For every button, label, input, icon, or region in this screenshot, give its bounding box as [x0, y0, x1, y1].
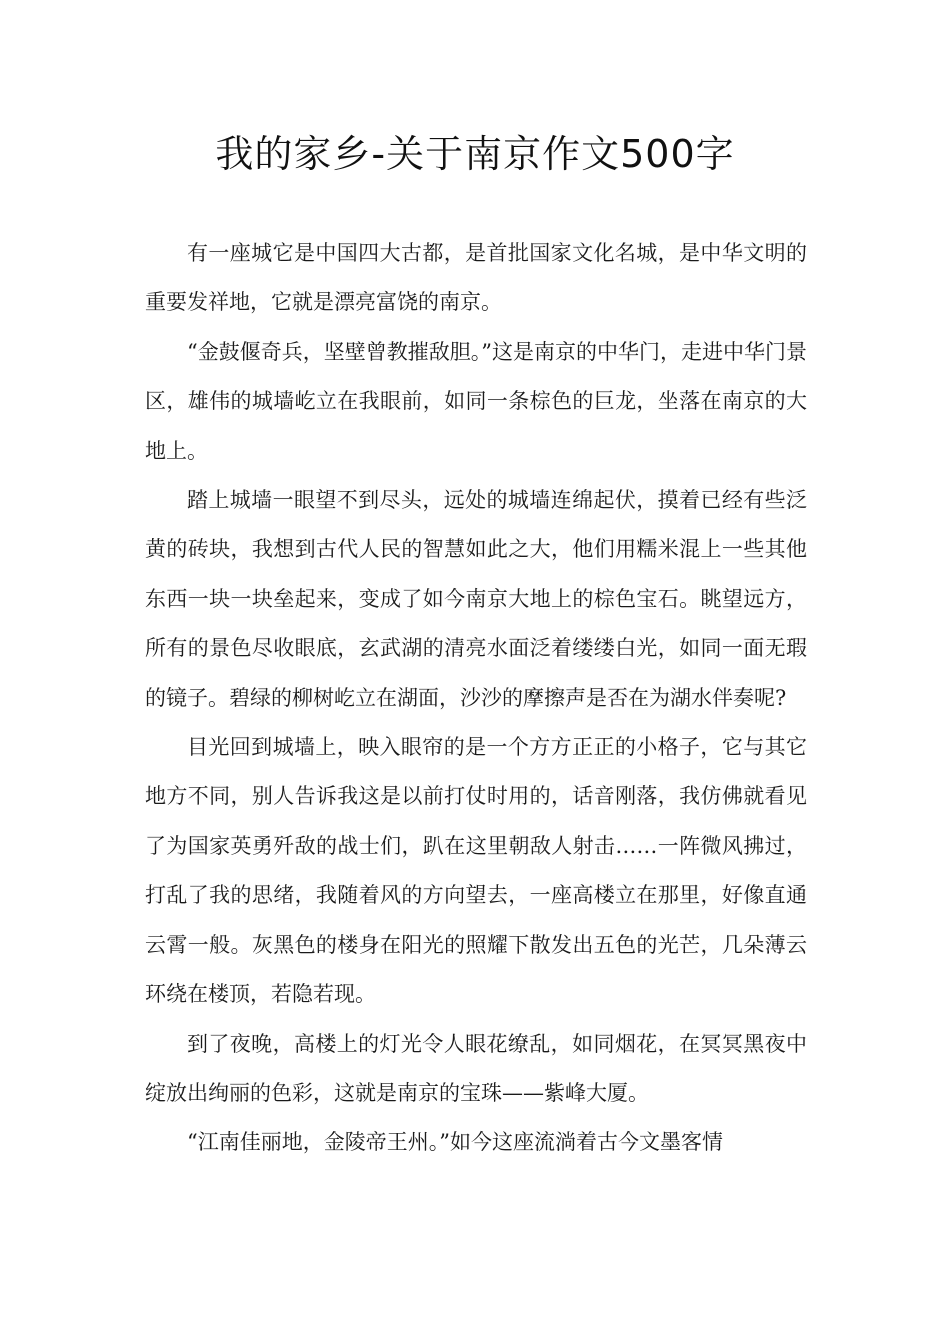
paragraph: “江南佳丽地，金陵帝王州。”如今这座流淌着古今文墨客情 [187, 1130, 723, 1155]
paragraph: 到了夜晚，高楼上的灯光令人眼花缭乱，如同烟花，在冥冥黑夜中绽放出绚丽的色彩，这就是南京的宝珠——紫峰大厦。 [145, 1031, 807, 1105]
paragraph: 有一座城它是中国四大古都，是首批国家文化名城，是中华文明的重要发祥地，它就是漂亮富饶的南京。 [145, 241, 807, 315]
document-title: 我的家乡-关于南京作文500字 [215, 132, 735, 176]
paragraph: “金鼓偃奇兵，坚壁曾教摧敌胆。”这是南京的中华门，走进中华门景区，雄伟的城墙屹立在我眼前，如同一条棕色的巨龙，坐落在南京的大地上。 [145, 339, 807, 463]
document-body [145, 229, 807, 1168]
paragraph: 踏上城墙一眼望不到尽头，远处的城墙连绵起伏，摸着已经有些泛黄的砖块，我想到古代人民的智慧如此之大，他们用糯米混上一些其他东西一块一块垒起来，变成了如今南京大地上的棕色宝石。眺望远方，所有的景色尽收眼底，玄武湖的清亮水面泛着缕缕白光，如同一面无瑕的镜子。碧绿的柳树屹立在湖面，沙沙的摩擦声是否在为湖水伴奏呢? [145, 488, 807, 710]
paragraph: 目光回到城墙上，映入眼帘的是一个方方正正的小格子，它与其它地方不同，别人告诉我这是以前打仗时用的，话音刚落，我仿佛就看见了为国家英勇歼敌的战士们，趴在这里朝敌人射击……一阵微风拂过，打乱了我的思绪，我随着风的方向望去，一座高楼立在那里，好像直通云霄一般。灰黑色的楼身在阳光的照耀下散发出五色的光芒，几朵薄云环绕在楼顶，若隐若现。 [145, 735, 807, 1007]
